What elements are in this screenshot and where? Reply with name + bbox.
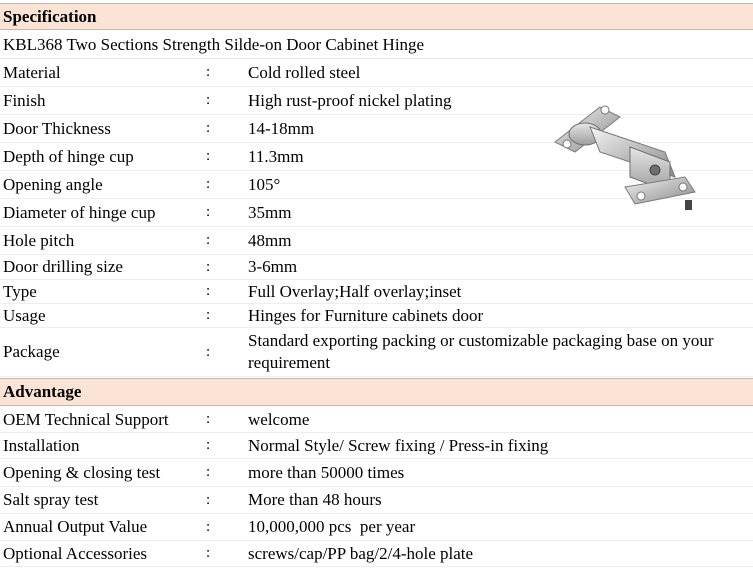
advantage-label: OEM Technical Support [3,409,169,429]
advantage-label: Salt spray test [3,490,99,509]
spec-row-type [0,280,753,304]
cabinet-hinge-photo [545,92,705,222]
colon: : [206,518,211,535]
colon: : [206,204,211,220]
spec-value: 3-6mm [248,257,298,276]
colon: : [206,283,211,299]
advantage-value: More than 48 hours [248,490,382,509]
spec-label: Opening angle [3,174,103,194]
spec-label: Type [3,281,37,301]
spec-row-usage [0,304,753,328]
specification-header-text: Specification [3,6,97,26]
colon: : [206,64,211,80]
advantage-header-text: Advantage [3,382,82,401]
advantage-row-installation [0,433,753,459]
spec-value: 11.3mm [248,146,304,166]
spec-row-hole-pitch [0,227,753,255]
spec-value: 105° [248,174,281,194]
product-title: KBL368 Two Sections Strength Silde-on Door Cabinet Hinge [3,34,425,54]
colon: : [206,464,211,480]
spec-row-package [0,328,753,377]
specification-header [0,3,753,30]
colon: : [206,545,211,561]
spec-value: 35mm [248,202,292,222]
spec-label: Depth of hinge cup [3,146,134,166]
spec-label: Door Thickness [3,118,111,138]
advantage-value: more than 50000 times [248,462,405,482]
spec-value: Cold rolled steel [248,62,361,82]
spec-label: Door drilling size [3,257,123,276]
colon: : [206,92,211,108]
colon: : [206,148,211,164]
advantage-label: Annual Output Value [3,517,148,536]
spec-label: Material [3,62,61,82]
spec-row-material [0,59,753,87]
colon: : [206,491,211,508]
advantage-value: Normal Style/ Screw fixing / Press-in fixing [248,435,549,455]
advantage-header [0,378,753,406]
spec-value: 48mm [248,230,292,250]
spec-value: Standard exporting packing or customizable packaging base on your requirement [248,331,714,372]
spec-label: Diameter of hinge cup [3,202,156,222]
colon: : [206,232,211,248]
advantage-row-cycle-test [0,459,753,487]
spec-row-drilling-size [0,255,753,280]
colon: : [206,437,211,453]
advantage-label: Installation [3,435,80,455]
spec-label: Package [3,342,60,361]
product-title-row [0,31,753,59]
colon: : [206,343,211,360]
colon: : [206,120,211,136]
advantage-value: welcome [248,409,310,429]
spec-label: Hole pitch [3,230,75,250]
spec-value: High rust-proof nickel plating [248,90,452,110]
spec-value: Hinges for Furniture cabinets door [248,305,484,325]
spec-label: Finish [3,90,46,110]
advantage-row-oem [0,407,753,433]
advantage-label: Opening & closing test [3,462,161,482]
spec-value: 14-18mm [248,118,315,138]
advantage-label: Optional Accessories [3,543,147,563]
colon: : [206,307,211,323]
spec-label: Usage [3,305,46,325]
advantage-value: screws/cap/PP bag/2/4-hole plate [248,543,474,563]
advantage-row-annual-output [0,514,753,541]
advantage-value: 10,000,000 pcs per year [248,517,416,536]
colon: : [206,258,211,275]
colon: : [206,176,211,192]
advantage-row-salt-spray [0,487,753,514]
advantage-row-accessories [0,541,753,567]
colon: : [206,411,211,427]
spec-value: Full Overlay;Half overlay;inset [248,281,462,301]
